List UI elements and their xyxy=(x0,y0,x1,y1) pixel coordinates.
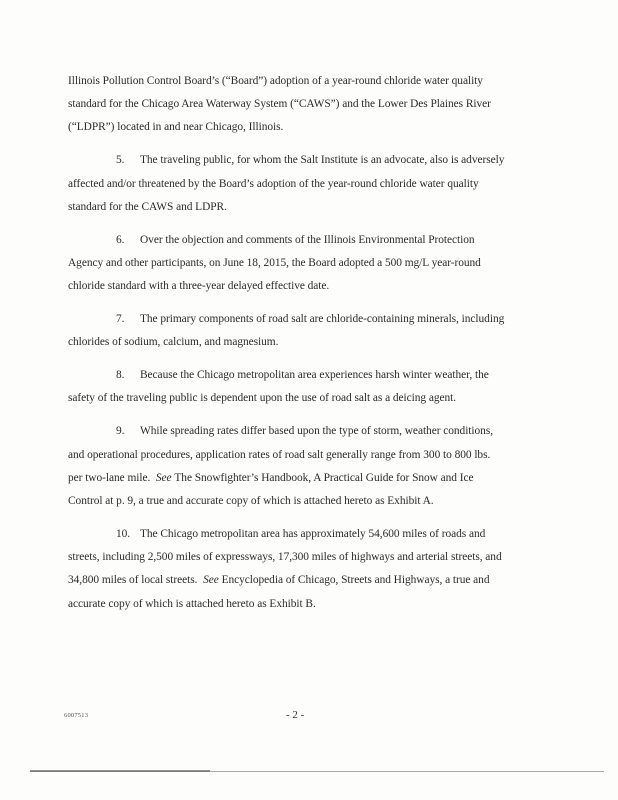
paragraph-number: 9. xyxy=(116,425,125,438)
paragraph-9-first-line xyxy=(68,420,540,443)
text-line: standard for the CAWS and LDPR. xyxy=(68,200,227,213)
text-line: Illinois Pollution Control Board’s (“Board”) adoption of a year-round chloride water quality xyxy=(68,75,483,87)
text-line: chlorides of sodium, calcium, and magnesium. xyxy=(68,336,279,349)
document-id: 6007513 xyxy=(64,712,89,719)
page-number: - 2 - xyxy=(286,709,305,721)
text-line: (“LDPR”) located in and near Chicago, Illinois. xyxy=(68,121,284,134)
paragraph-8-first-line xyxy=(68,364,540,387)
paragraph-gap xyxy=(68,513,540,523)
text-segment: per two-lane mile. xyxy=(68,471,151,484)
paragraph-gap xyxy=(68,298,540,308)
paragraph-number: 7. xyxy=(116,313,125,326)
text-line: The primary components of road salt are chloride-containing minerals, including xyxy=(140,313,505,326)
text-segment: The Snowfighter’s Handbook, A Practical Guide for Snow and Ice xyxy=(174,471,474,484)
paragraph-number: 10. xyxy=(116,527,131,540)
paragraph-gap xyxy=(68,354,540,364)
text-line: affected and/or threatened by the Board’s adoption of the year-round chloride water quality xyxy=(68,177,479,190)
paragraph-number: 5. xyxy=(116,154,125,167)
text-line: Because the Chicago metropolitan area experiences harsh winter weather, the xyxy=(140,369,489,382)
citation-signal: See xyxy=(155,471,172,484)
text-segment: 34,800 miles of local streets. xyxy=(68,574,198,587)
document-body xyxy=(68,70,540,616)
paragraph-number: 6. xyxy=(116,233,125,246)
paragraph-5-first-line xyxy=(68,149,540,172)
text-line: chloride standard with a three-year delayed effective date. xyxy=(68,280,330,293)
text-line: standard for the Chicago Area Waterway System (“CAWS”) and the Lower Des Plaines River xyxy=(68,98,491,111)
text-line: safety of the traveling public is dependent upon the use of road salt as a deicing agent. xyxy=(68,392,457,405)
paragraph-7-first-line xyxy=(68,308,540,331)
text-line: Over the objection and comments of the Illinois Environmental Protection xyxy=(140,233,475,246)
text-segment: Encyclopedia of Chicago, Streets and Highways, a true and xyxy=(221,574,490,587)
paragraph-10-first-line xyxy=(68,523,540,546)
scan-edge-line-dark xyxy=(30,770,210,772)
text-line: The traveling public, for whom the Salt Institute is an advocate, also is adversely xyxy=(140,154,505,167)
text-line: While spreading rates differ based upon the type of storm, weather conditions, xyxy=(140,425,494,438)
text-line: Control at p. 9, a true and accurate copy of which is attached hereto as Exhibit A. xyxy=(68,494,434,507)
text-line: Agency and other participants, on June 18, 2015, the Board adopted a 500 mg/L year-round xyxy=(68,256,481,269)
paragraph-gap xyxy=(68,411,540,421)
text-line-with-citation xyxy=(68,569,540,592)
paragraph-gap xyxy=(68,219,540,229)
text-line: The Chicago metropolitan area has approximately 54,600 miles of roads and xyxy=(140,527,486,540)
text-line: and operational procedures, application rates of road salt generally range from 300 to 800 lbs. xyxy=(68,448,491,461)
citation-signal: See xyxy=(203,574,219,587)
text-line: streets, including 2,500 miles of expressways, 17,300 miles of highways and arterial streets, and xyxy=(68,551,502,564)
text-line: accurate copy of which is attached hereto as Exhibit B. xyxy=(68,597,316,610)
text-line-with-citation xyxy=(68,467,540,490)
paragraph-number: 8. xyxy=(116,369,125,382)
paragraph-gap xyxy=(68,140,540,150)
paragraph-6-first-line xyxy=(68,229,540,252)
